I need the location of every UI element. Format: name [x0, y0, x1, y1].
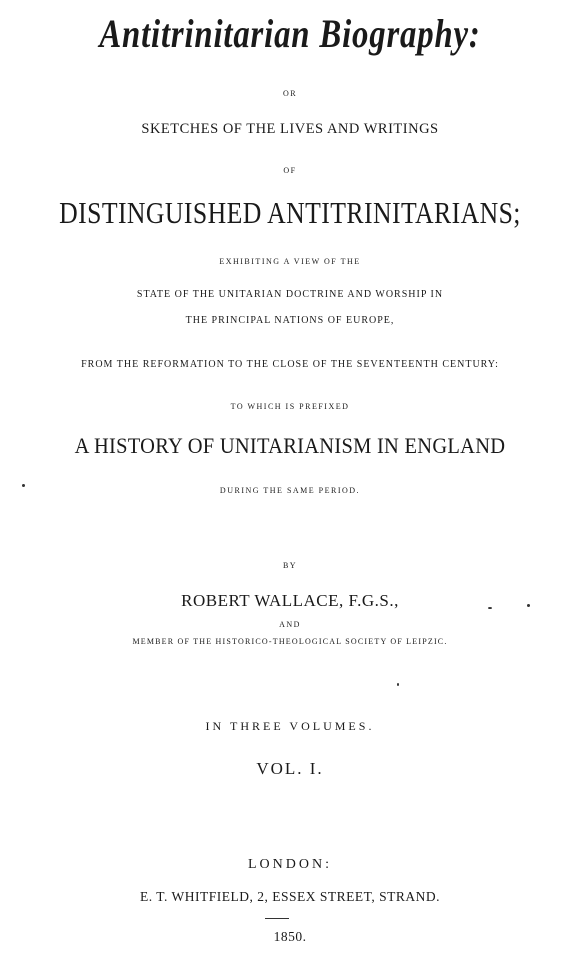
- imprint-publisher: E. T. WHITFIELD, 2, ESSEX STREET, STRAND.: [140, 889, 440, 904]
- member-line: MEMBER OF THE HISTORICO-THEOLOGICAL SOCIETY OF LEIPZIC.: [132, 637, 448, 646]
- prefixed-line: TO WHICH IS PREFIXED: [230, 402, 350, 411]
- ink-speck: [488, 607, 492, 609]
- imprint-rule: [265, 918, 289, 919]
- period-line: FROM THE REFORMATION TO THE CLOSE OF THE SEVENTEENTH CENTURY:: [81, 359, 499, 370]
- or-connector: OR: [282, 89, 298, 98]
- subtitle-line-2: DISTINGUISHED ANTITRINITARIANS;: [59, 195, 521, 230]
- and-line: AND: [279, 620, 301, 629]
- exhibiting-line: EXHIBITING A VIEW OF THE: [219, 257, 361, 266]
- volume-number: VOL. I.: [256, 759, 324, 778]
- ink-speck: [22, 484, 25, 487]
- ink-speck: [527, 604, 530, 607]
- imprint-year: 1850.: [273, 929, 307, 944]
- volumes-line: IN THREE VOLUMES.: [205, 719, 375, 733]
- ink-speck: [397, 683, 399, 686]
- by-line: BY: [282, 561, 298, 570]
- state-line-1: STATE OF THE UNITARIAN DOCTRINE AND WORSHIP IN: [136, 289, 444, 300]
- subtitle-line-1: SKETCHES OF THE LIVES AND WRITINGS: [141, 121, 439, 137]
- of-connector: OF: [283, 166, 297, 175]
- author-name: ROBERT WALLACE, F.G.S.,: [181, 591, 399, 610]
- during-line: DURING THE SAME PERIOD.: [219, 486, 361, 495]
- imprint-city: LONDON:: [248, 857, 332, 872]
- state-line-2: THE PRINCIPAL NATIONS OF EUROPE,: [185, 315, 395, 326]
- main-title: Antitrinitarian Biography:: [99, 11, 481, 56]
- history-title: A HISTORY OF UNITARIANISM IN ENGLAND: [74, 433, 506, 458]
